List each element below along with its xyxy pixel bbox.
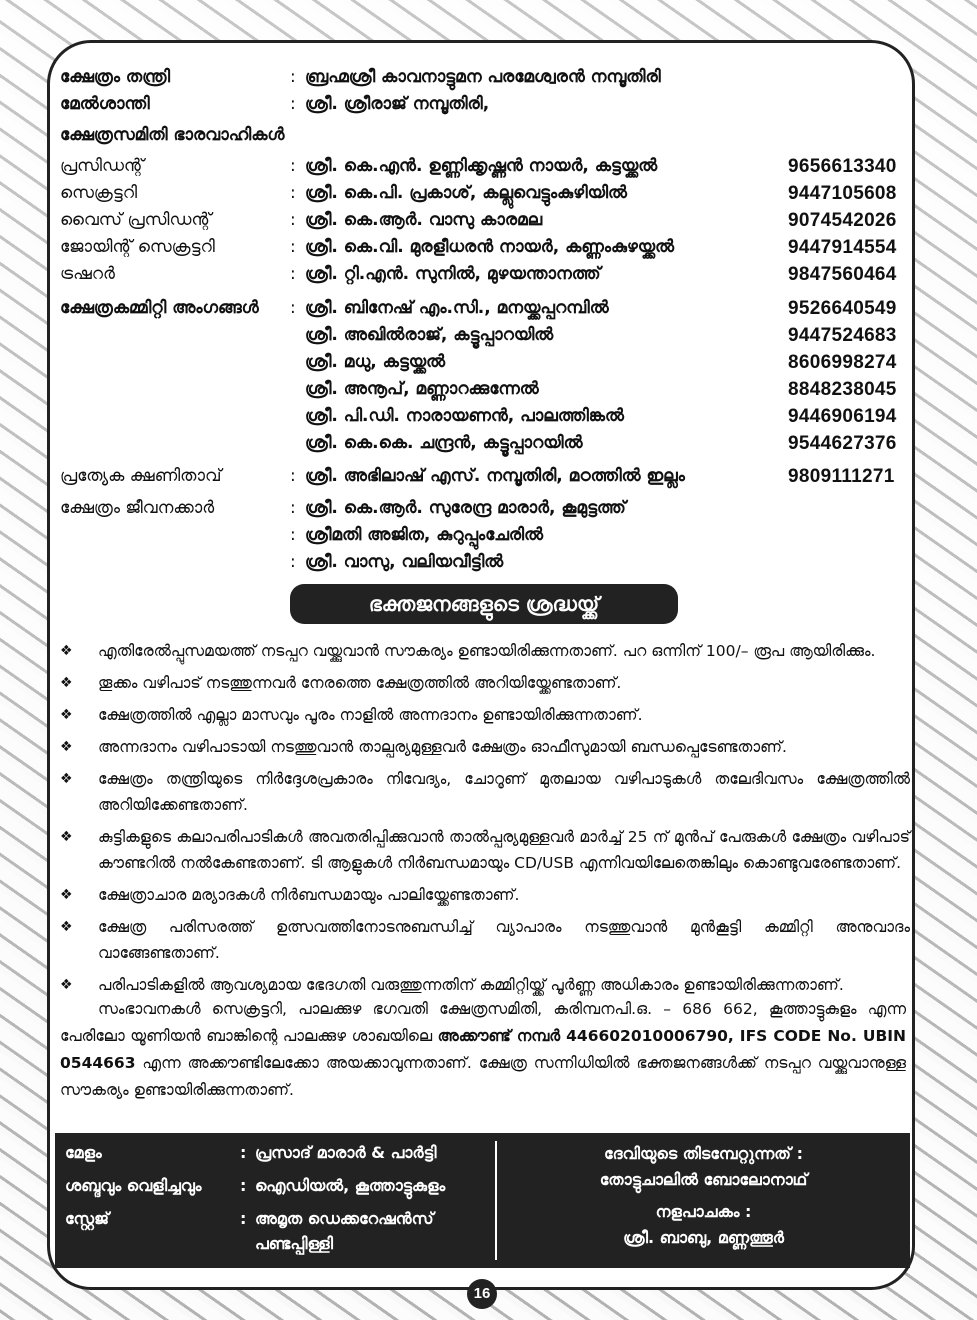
role-label: സെക്രട്ടറി bbox=[60, 183, 138, 203]
official-name: ബ്രഹ്മശ്രീ കാവനാട്ടുമന പരമേശ്വരൻ നമ്പൂതിരി bbox=[305, 67, 661, 87]
list-item: ❖ പരിപാടികളിൽ ആവശ്യമായ ഭേദഗതി വരുത്തുന്നതിന് കമ്മിറ്റിയ്ക്ക് പൂർണ്ണ അധികാരം ഉണ്ടായിരിക്കുന്നതാണ്. bbox=[60, 972, 910, 998]
phone-number: 9447914554 bbox=[788, 237, 897, 258]
credit-value: പണ്ടപ്പിള്ളി bbox=[255, 1234, 334, 1253]
list-item: ❖ കുട്ടികളുടെ കലാപരിപാടികൾ അവതരിപ്പിക്കുവാൻ താൽപ്പര്യമുള്ളവർ മാർച്ച് 25 ന് മുൻപ് പേരുകൾ ക്ഷേത്രം വഴിപാട് കൗണ്ടറിൽ നൽകേണ്ടതാണ്. ടി ആളുകൾ നിർബന്ധമായും CD/USB എന്നിവയിലേതെങ്കിലും കൊണ്ടുവരേണ്ടതാണ്. bbox=[60, 824, 910, 876]
role-label: പ്രത്യേക ക്ഷണിതാവ് bbox=[60, 466, 222, 486]
person-name: ശ്രീ. അഖിൽരാജ്, കട്ടൂപ്പാറയിൽ bbox=[305, 325, 554, 345]
diamond-bullet-icon: ❖ bbox=[60, 675, 73, 691]
person-name: ശ്രീമതി അജിത, കുറുപ്പുംചേരിൽ bbox=[305, 525, 544, 545]
credit-label: ശബ്ദവും വെളിച്ചവും bbox=[65, 1176, 202, 1195]
phone-number: 9447105608 bbox=[788, 183, 897, 204]
phone-number: 9074542026 bbox=[788, 210, 897, 231]
phone-number: 9656613340 bbox=[788, 156, 897, 177]
person-name: ശ്രീ. കെ.കെ. ചന്ദ്രൻ, കട്ടൂപ്പാറയിൽ bbox=[305, 433, 583, 453]
diamond-bullet-icon: ❖ bbox=[60, 887, 73, 903]
role-label: പ്രസിഡന്റ് bbox=[60, 156, 144, 176]
credit-right-label: ദേവിയുടെ തിടമ്പേറ്റുന്നത് : bbox=[604, 1144, 803, 1163]
list-item: ❖ ക്ഷേത്ര പരിസരത്ത് ഉത്സവത്തിനോടനുബന്ധിച്ച് വ്യാപാരം നടത്തുവാൻ മുൻകൂട്ടി കമ്മിറ്റി അനുവാദം വാങ്ങേണ്ടതാണ്. bbox=[60, 914, 910, 966]
list-item: ❖ തൂക്കം വഴിപാട് നടത്തുന്നവർ നേരത്തെ ക്ഷേത്രത്തിൽ അറിയിയ്ക്കേണ്ടതാണ്. bbox=[60, 670, 910, 696]
list-item: ❖ ക്ഷേത്രത്തിൽ എല്ലാ മാസവും പൂരം നാളിൽ അന്നദാനം ഉണ്ടായിരിക്കുന്നതാണ്. bbox=[60, 702, 910, 728]
person-name: ശ്രീ. കെ.ആർ. സുരേന്ദ്ര മാരാർ, കൂമുട്ടത്ത് bbox=[305, 498, 626, 518]
credit-right-value: ശ്രീ. ബാബു, മണ്ണത്തൂർ bbox=[623, 1228, 784, 1247]
credit-right-label: നളപാചകം : bbox=[655, 1202, 752, 1221]
person-name: ശ്രീ. കെ.വി. മുരളീധരൻ നായർ, കണ്ണംകുഴയ്ക്കൽ bbox=[305, 237, 675, 257]
phone-number: 9446906194 bbox=[788, 406, 897, 427]
diamond-bullet-icon: ❖ bbox=[60, 977, 73, 993]
diamond-bullet-icon: ❖ bbox=[60, 919, 73, 935]
diamond-bullet-icon: ❖ bbox=[60, 829, 73, 845]
official-name: ശ്രീ. ശ്രീരാജ് നമ്പൂതിരി, bbox=[305, 94, 490, 114]
credit-label: മേളം bbox=[65, 1143, 102, 1162]
phone-number: 8606998274 bbox=[788, 352, 897, 373]
person-name: ശ്രീ. വാസു, വലിയവീട്ടിൽ bbox=[305, 552, 504, 572]
credits-footer: മേളം : പ്രസാദ് മാരാർ & പാർട്ടി ശബ്ദവും വെളിച്ചവും : ഐഡിയൽ, കൂത്താട്ടുകുളം സ്റ്റേജ് : അമൃത ഡെക്കറേഷൻസ് പണ്ടപ്പിള്ളി ദേവിയുടെ തിടമ്പേറ്റുന്നത് : തോട്ടുചാലിൽ ബോലോനാഥ് നളപാചകം : ശ്രീ. ബാബു, മണ്ണത്തൂർ bbox=[55, 1133, 910, 1268]
committee-heading: ക്ഷേത്രസമിതി ഭാരവാഹികൾ bbox=[60, 125, 285, 145]
official-label: ക്ഷേത്രം തന്ത്രി bbox=[60, 67, 171, 87]
credit-right-value: തോട്ടുചാലിൽ ബോലോനാഥ് bbox=[599, 1170, 808, 1189]
person-name: ശ്രീ. മധു, കട്ടയ്ക്കൽ bbox=[305, 352, 446, 372]
person-name: ശ്രീ. അനൂപ്, മണ്ണാറക്കുന്നേൽ bbox=[305, 379, 539, 399]
phone-number: 9847560464 bbox=[788, 264, 897, 285]
list-item: ❖ അന്നദാനം വഴിപാടായി നടത്തുവാൻ താല്പര്യമുള്ളവർ ക്ഷേത്രം ഓഫീസുമായി ബന്ധപ്പെടേണ്ടതാണ്. bbox=[60, 734, 910, 760]
notice-list bbox=[60, 638, 910, 1004]
person-name: ശ്രീ. അഭിലാഷ് എസ്. നമ്പൂതിരി, മഠത്തിൽ ഇല്ലം bbox=[305, 466, 685, 486]
diamond-bullet-icon: ❖ bbox=[60, 771, 73, 787]
phone-number: 8848238045 bbox=[788, 379, 897, 400]
person-name: ശ്രീ. ബിനേഷ് എം.സി., മനയ്ക്കപ്പറമ്പിൽ bbox=[305, 298, 609, 318]
diamond-bullet-icon: ❖ bbox=[60, 707, 73, 723]
list-item: ❖ എതിരേൽപ്പുസമയത്ത് നടപ്പറ വയ്ക്കുവാൻ സൗകര്യം ഉണ്ടായിരിക്കുന്നതാണ്. പറ ഒന്നിന് 100/– രൂപ ആയിരിക്കും. bbox=[60, 638, 910, 664]
role-label: വൈസ് പ്രസിഡന്റ് bbox=[60, 210, 212, 230]
official-label: മേൽശാന്തി bbox=[60, 94, 150, 114]
person-name: ശ്രീ. കെ.എൻ. ഉണ്ണിക്കൃഷ്ണൻ നായർ, കട്ടയ്ക്കൽ bbox=[305, 156, 658, 176]
person-name: ശ്രീ. കെ.പി. പ്രകാശ്, കല്ലുവെട്ടുംകുഴിയിൽ bbox=[305, 183, 627, 203]
list-item: ❖ ക്ഷേത്രാചാര മര്യാദകൾ നിർബന്ധമായും പാലിയ്ക്കേണ്ടതാണ്. bbox=[60, 882, 910, 908]
credit-value: അമൃത ഡെക്കറേഷൻസ് bbox=[255, 1209, 434, 1228]
role-label: ട്രഷറർ bbox=[60, 264, 115, 284]
person-name: ശ്രീ. പി.ഡി. നാരായണൻ, പാലത്തിങ്കൽ bbox=[305, 406, 624, 426]
donation-paragraph: സംഭാവനകൾ സെക്രട്ടറി, പാലക്കുഴ ഭഗവതി ക്ഷേത്രസമിതി, കരിമ്പനപി.ഒ. – 686 662, കൂത്താട്ടുകുളം എന്ന പേരിലോ യൂണിയൻ ബാങ്കിന്റെ പാലക്കുഴ ശാഖയിലെ അക്കൗണ്ട് നമ്പർ 446602010006790, IFS CODE No. UBIN 0544663 എന്ന അക്കൗണ്ടിലേക്കോ അയക്കാവുന്നതാണ്. ക്ഷേത്ര സന്നിധിയിൽ ഭക്തജനങ്ങൾക്ക് നടപ്പറ വയ്ക്കുവാനുള്ള സൗകര്യം ഉണ്ടായിരിക്കുന്നതാണ്. bbox=[60, 1000, 906, 1099]
list-item: ❖ ക്ഷേത്രം തന്ത്രിയുടെ നിർദ്ദേശപ്രകാരം നിവേദ്യം, ചോറൂണ് മുതലായ വഴിപാടുകൾ തലേദിവസം ക്ഷേത്രത്തിൽ അറിയിക്കേണ്ടതാണ്. bbox=[60, 766, 910, 818]
person-name: ശ്രീ. റ്റി.എൻ. സുനിൽ, മുഴയന്താനത്ത് bbox=[305, 264, 601, 284]
phone-number: 9447524683 bbox=[788, 325, 897, 346]
person-name: ശ്രീ. കെ.ആർ. വാസു കാരമല bbox=[305, 210, 543, 230]
credit-label: സ്റ്റേജ് bbox=[65, 1209, 109, 1228]
members-label: ക്ഷേത്രകമ്മിറ്റി അംഗങ്ങൾ bbox=[60, 298, 259, 318]
notice-banner: ഭക്തജനങ്ങളുടെ ശ്രദ്ധയ്ക്ക് bbox=[290, 584, 678, 624]
diamond-bullet-icon: ❖ bbox=[60, 643, 73, 659]
phone-number: 9544627376 bbox=[788, 433, 897, 454]
phone-number: 9526640549 bbox=[788, 298, 897, 319]
credit-value: പ്രസാദ് മാരാർ & പാർട്ടി bbox=[255, 1143, 437, 1162]
page-number: 16 bbox=[467, 1279, 497, 1309]
diamond-bullet-icon: ❖ bbox=[60, 739, 73, 755]
phone-number: 9809111271 bbox=[788, 466, 895, 487]
staff-label: ക്ഷേത്രം ജീവനക്കാർ bbox=[60, 498, 215, 518]
role-label: ജോയിന്റ് സെക്രട്ടറി bbox=[60, 237, 215, 257]
credit-value: ഐഡിയൽ, കൂത്താട്ടുകുളം bbox=[255, 1176, 446, 1195]
account-details: അക്കൗണ്ട് നമ്പർ 446602010006790, IFS CODE No. UBIN 0544663 bbox=[60, 1027, 906, 1072]
